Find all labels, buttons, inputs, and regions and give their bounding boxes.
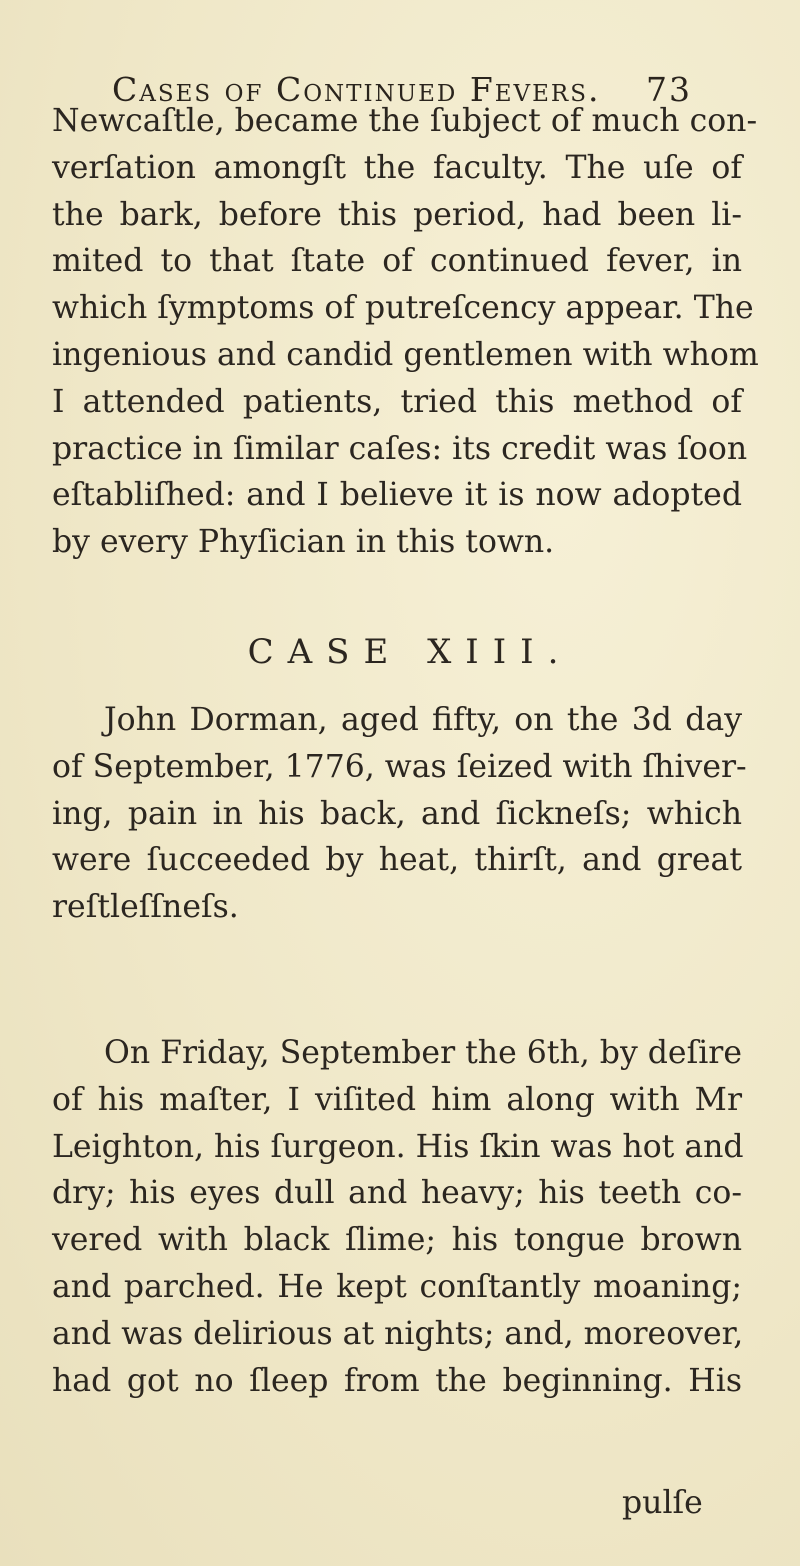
paragraph-visit <box>52 1030 742 1404</box>
text-line: eſtabliſhed: and I believe it is now adopted <box>52 477 742 514</box>
text-line: which ſymptoms of putreſcency appear. The <box>52 290 754 327</box>
text-line: were ſucceeded by heat, thirſt, and great <box>52 842 742 879</box>
text-line: On Friday, September the 6th, by deſire <box>104 1035 742 1071</box>
text-line: vered with black ſlime; his tongue brown <box>52 1222 742 1259</box>
text-line: had got no ſleep from the beginning. His <box>52 1362 742 1399</box>
case-heading: CASE XIII. <box>247 632 573 672</box>
running-head-title: Cases of Continued Fevers. <box>112 70 601 109</box>
text-line: John Dorman, aged fifty, on the 3d day <box>104 702 742 738</box>
page-number: 73 <box>646 70 692 109</box>
text-line: and was delirious at nights; and, moreover, <box>52 1315 744 1352</box>
text-line: dry; his eyes dull and heavy; his teeth co- <box>52 1175 742 1212</box>
text-line: verſation amongſt the faculty. The uſe of <box>52 149 742 186</box>
text-line: mited to that ſtate of continued fever, in <box>52 243 742 280</box>
text-line: by every Phyſician in this town. <box>52 524 555 561</box>
paragraph-case-intro <box>52 697 747 931</box>
text-line: of his maſter, I viſited him along with Mr <box>52 1081 742 1118</box>
text-line: Newcaſtle, became the ſubject of much con- <box>52 103 758 139</box>
text-line: reſtleſſneſs. <box>52 889 239 926</box>
text-line: ing, pain in his back, and ſickneſs; which <box>52 795 742 832</box>
paragraph-continuation <box>52 98 759 566</box>
text-line: practice in ſimilar caſes: its credit was ſoon <box>52 430 748 467</box>
text-line: ingenious and candid gentlemen with whom <box>52 336 759 373</box>
text-line: the bark, before this period, had been li- <box>52 196 742 233</box>
text-line: I attended patients, tried this method of <box>52 383 742 420</box>
catchword: pulſe <box>622 1485 703 1521</box>
text-line: Leighton, his ſurgeon. His ſkin was hot and <box>52 1128 744 1165</box>
text-line: of September, 1776, was ſeized with ſhiver- <box>52 748 747 785</box>
text-line: and parched. He kept conſtantly moaning; <box>52 1268 742 1305</box>
